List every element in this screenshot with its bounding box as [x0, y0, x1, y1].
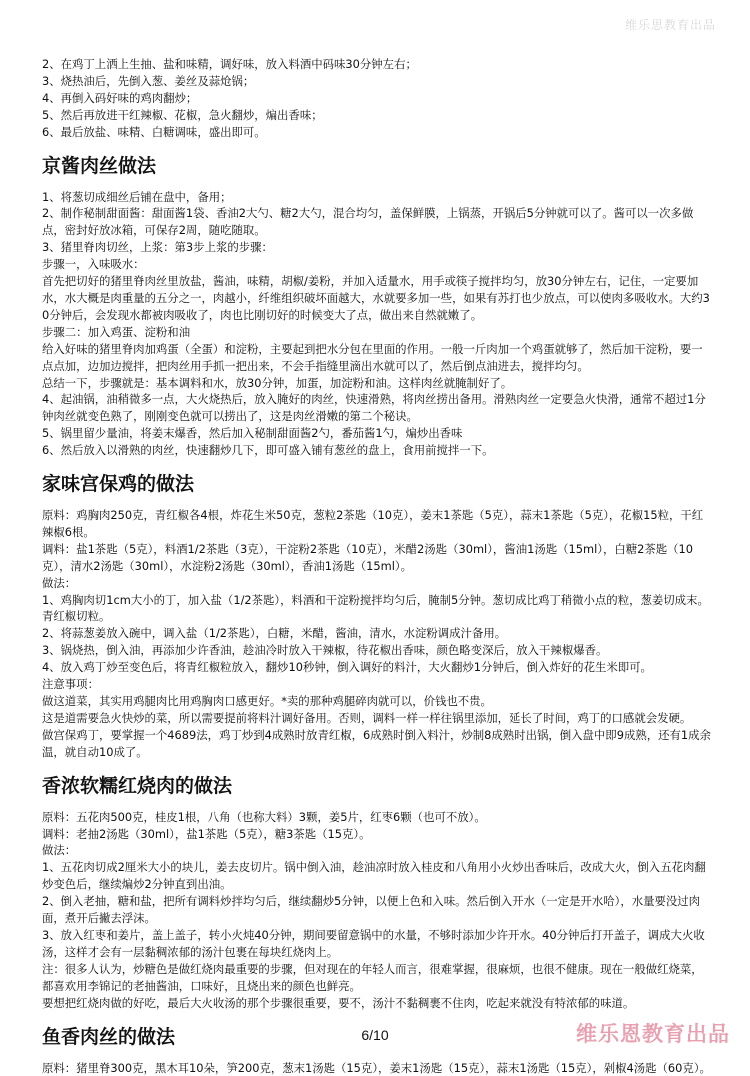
paragraph-line: 做法： — [42, 575, 712, 592]
intro-line: 4、再倒入码好味的鸡肉翻炒； — [42, 90, 712, 107]
intro-line: 6、最后放盐、味精、白糖调味，盛出即可。 — [42, 124, 712, 141]
section-title: 京酱肉丝做法 — [42, 153, 712, 179]
paragraph-line: 3、锅烧热，倒入油，再添加少许香油，趁油冷时放入干辣椒，待花椒出香味，颜色略变深后，放入干辣椒爆香。 — [42, 642, 712, 659]
paragraph-line: 注：很多人认为，炒糖色是做红烧肉最重要的步骤，但对现在的年轻人而言，很难掌握，很麻烦，也很不健康。现在一般做红烧菜，都喜欢用李锦记的老抽酱油，口味好，且烧出来的颜色也鲜亮。 — [42, 961, 712, 995]
paragraph-line: 3、猪里脊肉切丝，上浆：第3步上浆的步骤： — [42, 239, 712, 256]
paragraph-line: 3、放入红枣和姜片，盖上盖子，转小火炖40分钟，期间要留意锅中的水量，不够时添加少许开水。40分钟后打开盖子，调成大火收汤，这样才会有一层黏稠浓郁的汤汁包裹在每块红烧肉上。 — [42, 927, 712, 961]
paragraph-line: 步骤一，入味吸水： — [42, 256, 712, 273]
paragraph-line: 做法： — [42, 842, 712, 859]
paragraph-line: 给入好味的猪里脊肉加鸡蛋（全蛋）和淀粉，主要起到把水分包在里面的作用。一般一斤肉加一个鸡蛋就够了，然后加干淀粉，要一点点加，边加边搅拌，把肉丝用手抓一把出来，不会手指缝里滴出水就可以了，然后倒点油进去，搅拌均匀。 — [42, 341, 712, 375]
paragraph-line: 2、制作秘制甜面酱：甜面酱1袋、香油2大勺、糖2大勺，混合均匀，盖保鲜膜，上锅蒸，开锅后5分钟就可以了。酱可以一次多做点，密封好放冰箱，可保存2周，随吃随取。 — [42, 205, 712, 239]
intro-line: 5、然后再放进干红辣椒、花椒，急火翻炒，煸出香味； — [42, 107, 712, 124]
section-title: 鱼香肉丝的做法 — [42, 1024, 712, 1050]
paragraph-line: 调料：盐1茶匙（5克），料酒1/2茶匙（3克），干淀粉2茶匙（10克），米醋2汤匙（30ml），酱油1汤匙（15ml），白糖2茶匙（10克），清水2汤匙（30ml），水淀粉2汤匙（30ml），香油1汤匙（15ml）。 — [42, 541, 712, 575]
paragraph-line: 1、鸡胸肉切1cm大小的丁，加入盐（1/2茶匙），料酒和干淀粉搅拌均匀后，腌制5分钟。葱切成比鸡丁稍微小点的粒，葱姜切成末。青红椒切粒。 — [42, 592, 712, 626]
section-title: 香浓软糯红烧肉的做法 — [42, 773, 712, 799]
paragraph-line: 做宫保鸡丁，要掌握一个4689法，鸡丁炒到4成熟时放青红椒，6成熟时倒入料汁，炒制8成熟时出锅，倒入盘中即9成熟，还有1成余温，就自动10成了。 — [42, 727, 712, 761]
intro-line: 2、在鸡丁上洒上生抽、盐和味精，调好味，放入料酒中码味30分钟左右； — [42, 56, 712, 73]
paragraph-line: 总结一下，步骤就是：基本调料和水，放30分钟，加蛋，加淀粉和油。这样肉丝就腌制好了。 — [42, 375, 712, 392]
paragraph-line: 1、五花肉切成2厘米大小的块儿，姜去皮切片。锅中倒入油，趁油凉时放入桂皮和八角用小火炒出香味后，改成大火，倒入五花肉翻炒变色后，继续煸炒2分钟直到出油。 — [42, 859, 712, 893]
header-watermark: 维乐思教育出品 — [625, 16, 716, 33]
paragraph-line: 1、将葱切成细丝后铺在盘中，备用； — [42, 189, 712, 206]
paragraph-line: 要想把红烧肉做的好吃，最后大火收汤的那个步骤很重要，要不，汤汁不黏稠裹不住肉，吃起来就没有特浓郁的味道。 — [42, 995, 712, 1012]
paragraph-line: 原料：五花肉500克，桂皮1根，八角（也称大料）3颗，姜5片，红枣6颗（也可不放）。 — [42, 809, 712, 826]
paragraph-line: 原料：鸡胸肉250克，青红椒各4根，炸花生米50克，葱粒2茶匙（10克），姜末1茶匙（5克），蒜末1茶匙（5克），花椒15粒，干红辣椒6根。 — [42, 507, 712, 541]
paragraph-line: 做这道菜，其实用鸡腿肉比用鸡胸肉口感更好。*卖的那种鸡腿碎肉就可以，价钱也不贵。 — [42, 693, 712, 710]
paragraph-line: 注意事项： — [42, 676, 712, 693]
paragraph-line: 原料：猪里脊300克，黑木耳10朵，笋200克，葱末1汤匙（15克），姜末1汤匙（15克），蒜末1汤匙（15克），剁椒4汤匙（60克）。 — [42, 1060, 712, 1076]
paragraph-line: 这是道需要急火快炒的菜，所以需要提前将料汁调好备用。否则，调料一样一样往锅里添加，延长了时间，鸡丁的口感就会发硬。 — [42, 710, 712, 727]
paragraph-line: 步骤二：加入鸡蛋、淀粉和油 — [42, 324, 712, 341]
footer-watermark: 维乐恩教育出品 — [576, 1018, 730, 1048]
intro-line: 3、烧热油后，先倒入葱、姜丝及蒜炝锅； — [42, 73, 712, 90]
paragraph-line: 4、起油锅，油稍微多一点，大火烧热后，放入腌好的肉丝，快速滑熟，将肉丝捞出备用。滑熟肉丝一定要急火快滑，通常不超过1分钟肉丝就变色熟了，刚刚变色就可以捞出了，这是肉丝滑嫩的第二个秘诀。 — [42, 391, 712, 425]
page-number: 6/10 — [0, 1027, 750, 1043]
section-hongshao — [42, 773, 712, 1012]
paragraph-line: 5、锅里留少量油，将姜末爆香，然后加入秘制甜面酱2勺，番茄酱1勺，煸炒出香味 — [42, 425, 712, 442]
paragraph-line: 2、倒入老抽，糖和盐，把所有调料炒拌均匀后，继续翻炒5分钟，以便上色和入味。然后倒入开水（一定是开水哈），水量要没过肉面，煮开后撇去浮沫。 — [42, 893, 712, 927]
section-title: 家味宫保鸡的做法 — [42, 471, 712, 497]
paragraph-line: 调料：老抽2汤匙（30ml），盐1茶匙（5克），糖3茶匙（15克）。 — [42, 826, 712, 843]
intro-steps — [42, 56, 712, 141]
paragraph-line: 2、将蒜葱姜放入碗中，调入盐（1/2茶匙），白糖，米醋，酱油，清水，水淀粉调成汁备用。 — [42, 625, 712, 642]
paragraph-line: 4、放入鸡丁炒至变色后，将青红椒粒放入，翻炒10秒钟，倒入调好的料汁，大火翻炒1分钟后，倒入炸好的花生米即可。 — [42, 659, 712, 676]
section-jingjiang — [42, 153, 712, 460]
paragraph-line: 6、然后放入以滑熟的肉丝，快速翻炒几下，即可盛入铺有葱丝的盘上，食用前搅拌一下。 — [42, 442, 712, 459]
paragraph-line: 首先把切好的猪里脊肉丝里放盐，酱油，味精，胡椒/姜粉，并加入适量水，用手或筷子搅拌均匀，放30分钟左右，记住，一定要加水，水大概是肉重量的五分之一，肉越小，纤维组织破坏面越大，水就要多加一些，如果有苏打也少放点，可以使肉多吸收水。大约30分钟后，会发现水都被肉吸收了，肉也比刚切好的时候变大了点，做出来自然就嫩了。 — [42, 273, 712, 324]
document-body — [42, 56, 712, 1076]
section-gongbao — [42, 471, 712, 761]
